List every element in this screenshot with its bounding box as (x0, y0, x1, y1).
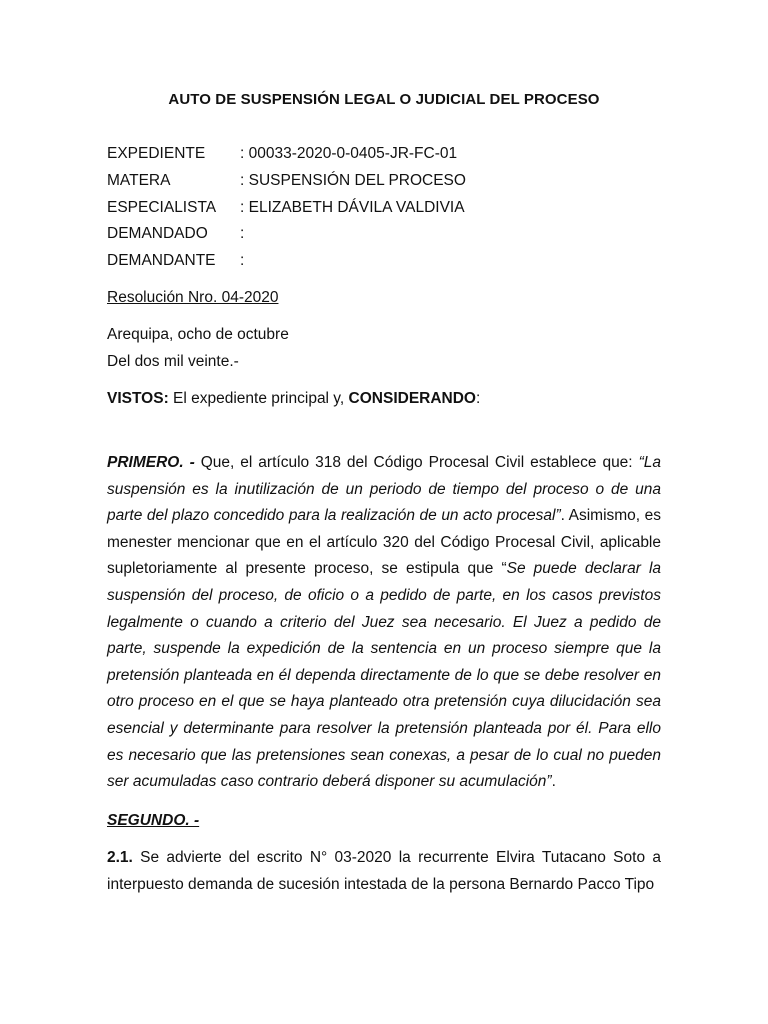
meta-label: EXPEDIENTE (107, 145, 206, 162)
considerando-colon: : (475, 390, 481, 407)
date-line-1: Arequipa, ocho de octubre (107, 326, 289, 343)
primero-text-1: Que, el artículo 318 del Código Procesal Civil establece que: (194, 454, 639, 471)
primero-text-2: . Asimismo, es menester mencionar que en el artículo 320 del Código Procesal Civil, aplicable supletoriamente al presente proceso, se estipula que (107, 507, 661, 578)
paragraph-primero (107, 450, 661, 796)
meta-row-demandado (107, 224, 667, 244)
primero-label: PRIMERO. - (107, 454, 195, 471)
meta-value: : (240, 252, 245, 269)
meta-label: DEMANDADO (107, 225, 208, 242)
primero-quote-1: “La suspensión es la inutilización de un periodo de tiempo del proceso o de una parte del plazo concedido para la realización de un acto procesal” (107, 454, 661, 525)
vistos-label: VISTOS: (107, 390, 169, 407)
item-2-1-text: Se advierte del escrito N° 03-2020 la recurrente Elvira Tutacano Soto a interpuesto demanda de sucesión intestada de la persona Bernardo Pacco Tipo (107, 849, 661, 893)
meta-value: : SUSPENSIÓN DEL PROCESO (240, 172, 466, 189)
meta-row-demandante (107, 251, 667, 271)
primero-quote-2-open: “ (501, 560, 507, 578)
meta-label: ESPECIALISTA (107, 199, 217, 216)
item-2-1-label: 2.1. (107, 849, 133, 866)
meta-value: : (240, 225, 245, 242)
meta-value: : 00033-2020-0-0405-JR-FC-01 (240, 145, 458, 162)
meta-row-especialista (107, 198, 667, 218)
segundo-heading: SEGUNDO. - (107, 812, 200, 829)
meta-label: DEMANDANTE (107, 252, 216, 269)
document-title: AUTO DE SUSPENSIÓN LEGAL O JUDICIAL DEL PROCESO (168, 91, 600, 108)
date-line-2: Del dos mil veinte.- (107, 353, 239, 370)
meta-label: MATERA (107, 172, 171, 189)
considerando-label: CONSIDERANDO (348, 390, 476, 407)
primero-text-3: . (551, 773, 556, 791)
paragraph-2-1 (107, 845, 661, 898)
meta-row-matera (107, 171, 667, 191)
vistos-line (107, 389, 661, 409)
vistos-text: El expediente principal y, (168, 390, 349, 407)
resolution-number: Resolución Nro. 04-2020 (107, 289, 279, 306)
meta-value: : ELIZABETH DÁVILA VALDIVIA (240, 199, 465, 216)
meta-row-expediente (107, 144, 667, 164)
primero-quote-2: Se puede declarar la suspensión del proceso, de oficio o a pedido de parte, en los casos previstos legalmente o cuando a criterio del Juez sea necesario. El Juez a pedido de parte, suspende la expedición de la sentencia en un proceso siempre que la pretensión planteada en él dependa directamente de lo que se debe resolver en otro proceso en el que se haya planteado otra pretensión cuya dilucidación sea esencial y determinante para resolver la pretensión planteada por él. Para ello es necesario que las pretensiones sean conexas, a pesar de lo cual no pueden ser acumuladas caso contrario deberá disponer su acumulación” (107, 560, 662, 791)
